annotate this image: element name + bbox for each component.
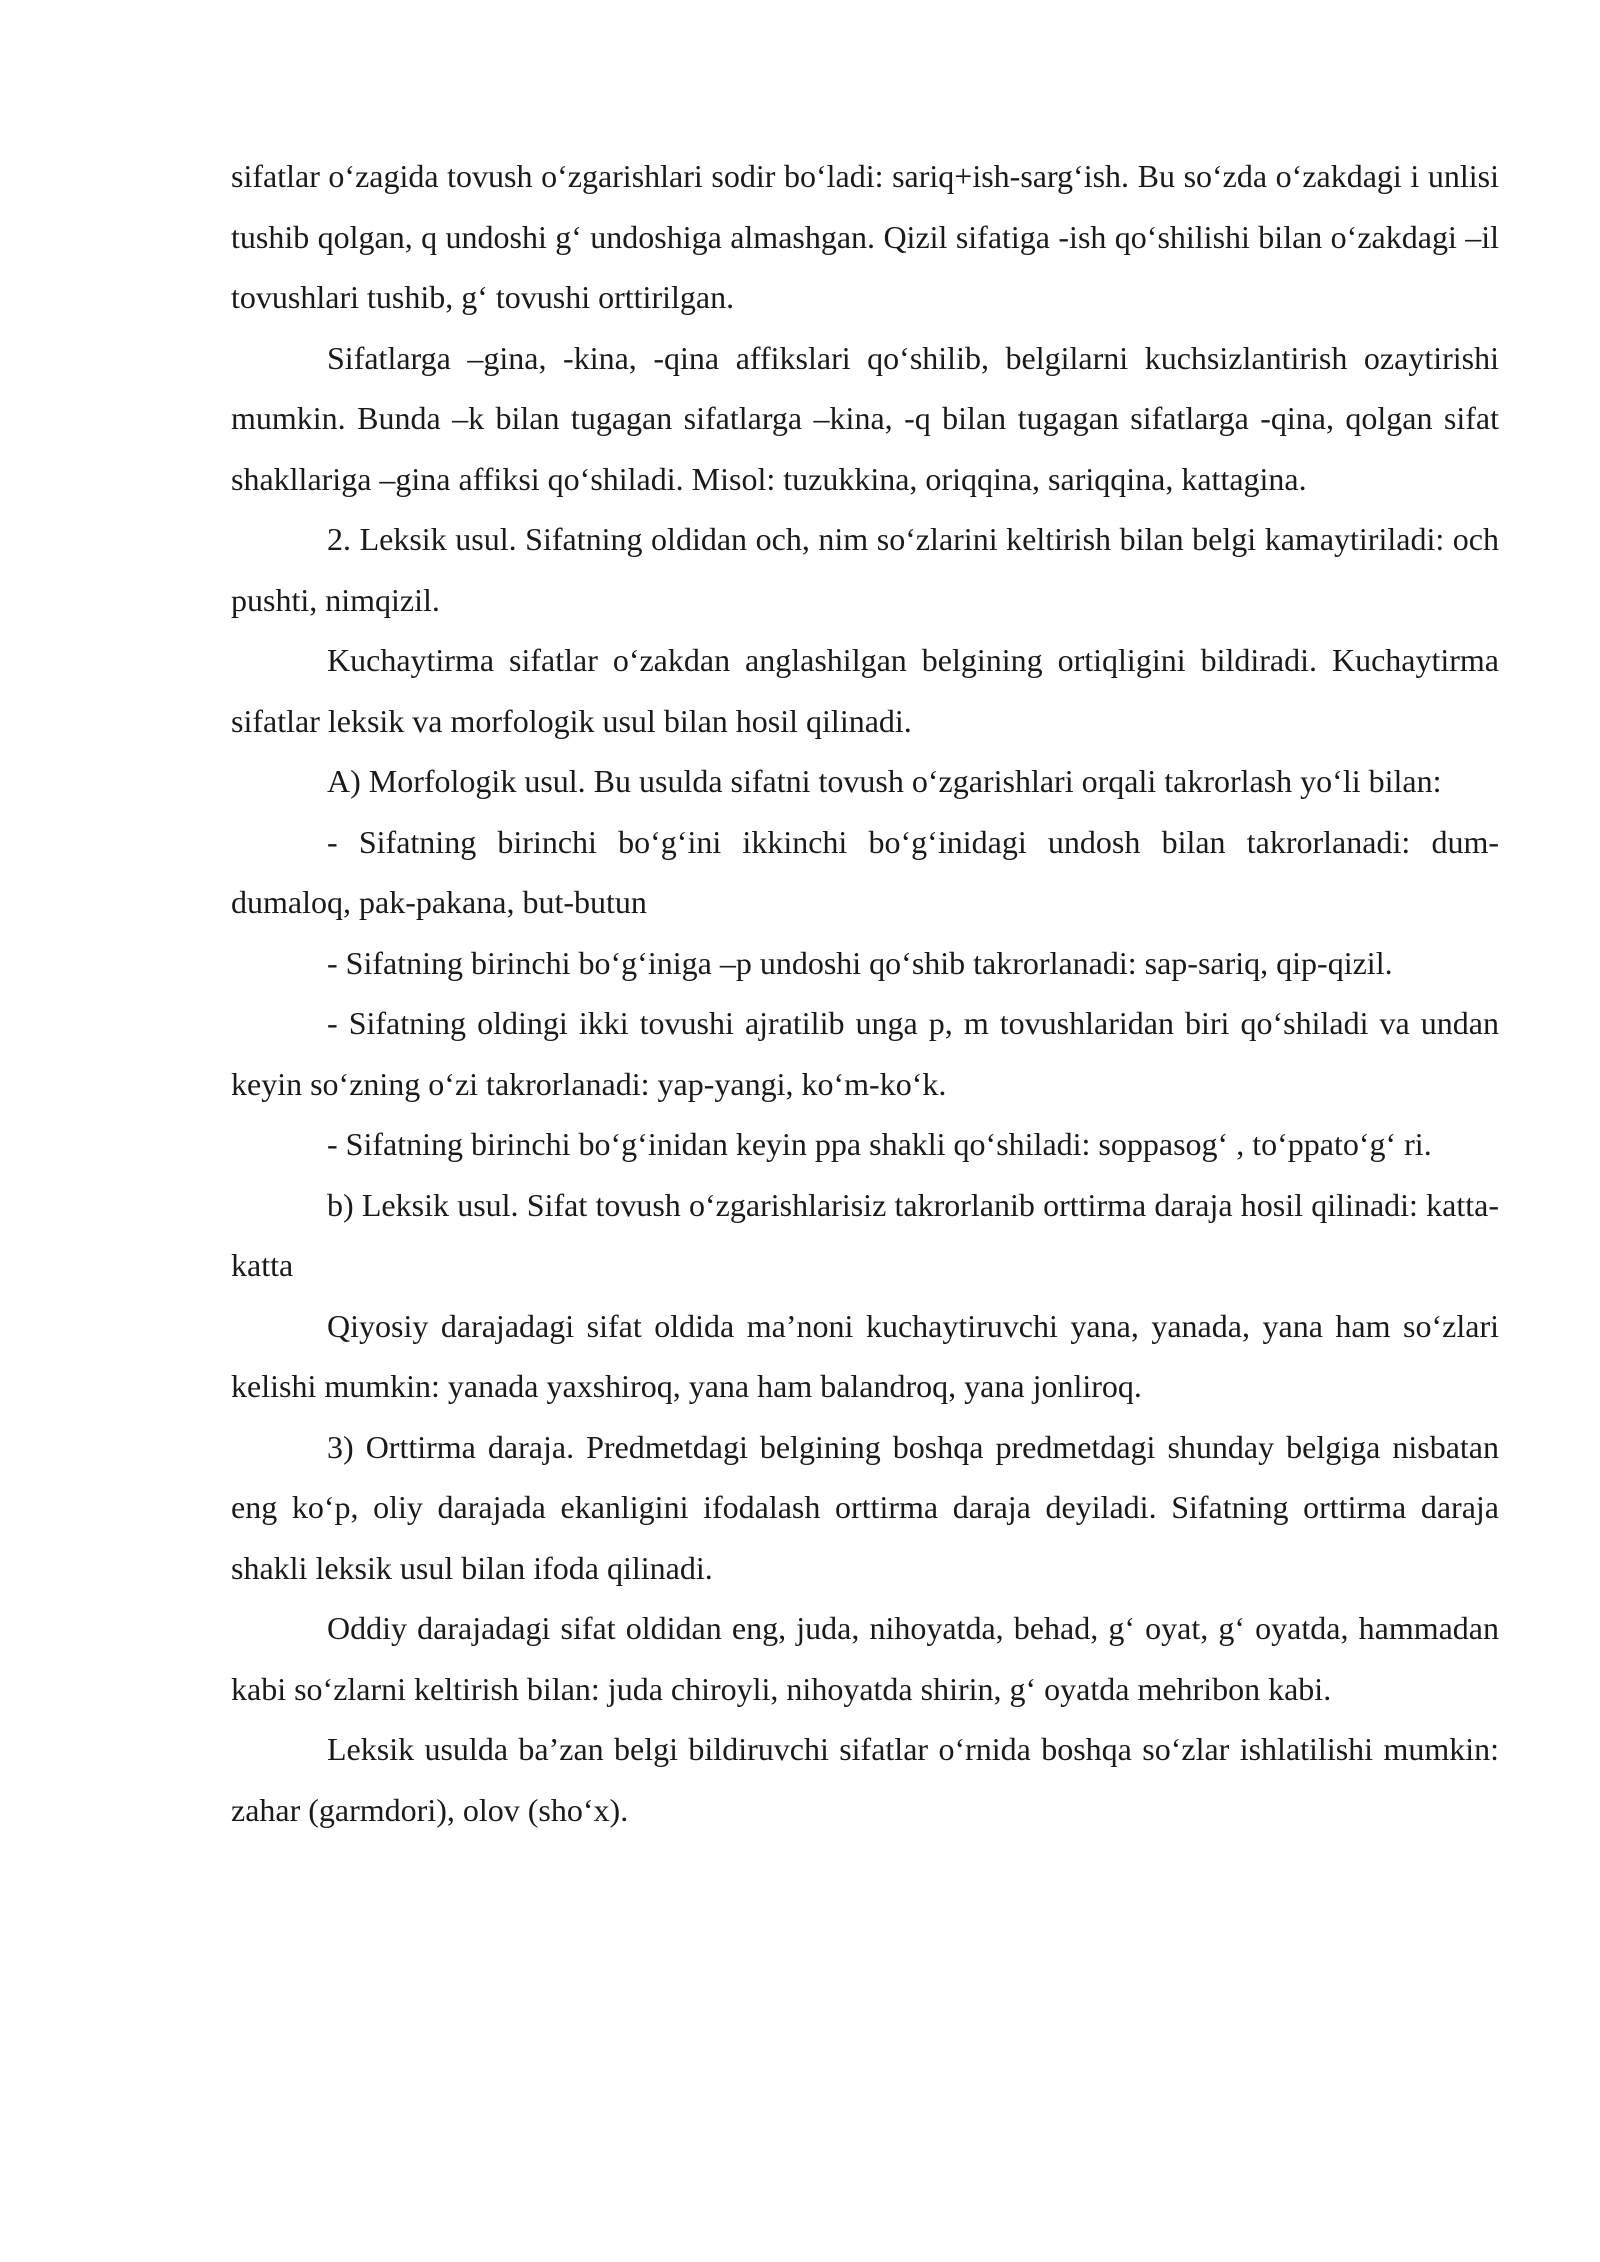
- paragraph-2: Sifatlarga –gina, -kina, -qina affikslari qo‘shilib, belgilarni kuchsizlantirish ozaytirishi mumkin. Bunda –k bilan tugagan sifatlarga –kina, -q bilan tugagan sifatlarga -qina, qolgan sifat shakllariga –gina affiksi qo‘shiladi. Misol: tuzukkina, oriqqina, sariqqina, kattagina.: [231, 339, 1499, 497]
- paragraph-13: Oddiy darajadagi sifat oldidan eng, juda, nihoyatda, behad, g‘ oyat, g‘ oyatda, hammadan kabi so‘zlarni keltirish bilan: juda chiroyli, nihoyatda shirin, g‘ oyatda mehribon kabi.: [231, 1610, 1499, 1707]
- paragraph-14: Leksik usulda ba’zan belgi bildiruvchi sifatlar o‘rnida boshqa so‘zlar ishlatilishi mumkin: zahar (garmdori), olov (sho‘x).: [231, 1731, 1499, 1828]
- paragraph-8: - Sifatning oldingi ikki tovushi ajratilib unga p, m tovushlaridan biri qo‘shiladi va undan keyin so‘zning o‘zi takrorlanadi: yap-yangi, ko‘m-ko‘k.: [231, 1005, 1499, 1102]
- paragraph-12: 3) Orttirma daraja. Predmetdagi belgining boshqa predmetdagi shunday belgiga nisbatan eng ko‘p, oliy darajada ekanligini ifodalash orttirma daraja deyiladi. Sifatning orttirma daraja shakli leksik usul bilan ifoda qilinadi.: [231, 1428, 1499, 1586]
- document-body: [231, 146, 1499, 1840]
- paragraph-3: 2. Leksik usul. Sifatning oldidan och, nim so‘zlarini keltirish bilan belgi kamaytiriladi: och pushti, nimqizil.: [231, 521, 1499, 618]
- paragraph-10: b) Leksik usul. Sifat tovush o‘zgarishlarisiz takrorlanib orttirma daraja hosil qilinadi: katta-katta: [231, 1186, 1499, 1283]
- paragraph-6: - Sifatning birinchi bo‘g‘ini ikkinchi bo‘g‘inidagi undosh bilan takrorlanadi: dum-dumaloq, pak-pakana, but-butun: [231, 823, 1499, 920]
- paragraph-5: A) Morfologik usul. Bu usulda sifatni tovush o‘zgarishlari orqali takrorlash yo‘li bilan:: [327, 763, 1442, 799]
- paragraph-11: Qiyosiy darajadagi sifat oldida ma’noni kuchaytiruvchi yana, yanada, yana ham so‘zlari kelishi mumkin: yanada yaxshiroq, yana ham balandroq, yana jonliroq.: [231, 1307, 1499, 1404]
- paragraph-4: Kuchaytirma sifatlar o‘zakdan anglashilgan belgining ortiqligini bildiradi. Kuchaytirma sifatlar leksik va morfologik usul bilan hosil qilinadi.: [231, 642, 1499, 739]
- paragraph-1: sifatlar o‘zagida tovush o‘zgarishlari sodir bo‘ladi: sariq+ish-sarg‘ish. Bu so‘zda o‘zakdagi i unlisi tushib qolgan, q undoshi g‘ undoshiga almashgan. Qizil sifatiga -ish qo‘shilishi bilan o‘zakdagi –il tovushlari tushib, g‘ tovushi orttirilgan.: [231, 158, 1499, 315]
- paragraph-7: - Sifatning birinchi bo‘g‘iniga –p undoshi qo‘shib takrorlanadi: sap-sariq, qip-qizil.: [327, 944, 1393, 981]
- paragraph-9: - Sifatning birinchi bo‘g‘inidan keyin ppa shakli qo‘shiladi: soppasog‘ , to‘ppato‘g‘ ri.: [327, 1126, 1432, 1162]
